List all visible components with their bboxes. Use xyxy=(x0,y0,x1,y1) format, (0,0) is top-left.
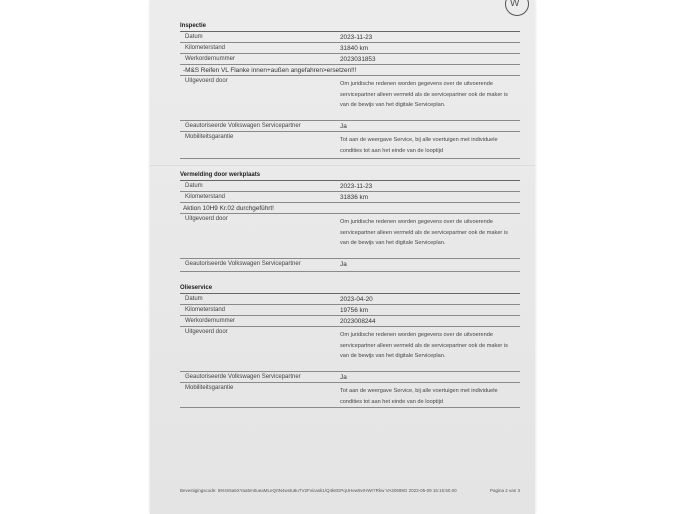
row-kilometerstand xyxy=(180,305,520,316)
row-servicepartner xyxy=(180,121,520,132)
label-uitgevoerd-door: Uitgevoerd door xyxy=(185,329,228,335)
value-kilometerstand: 19756 km xyxy=(340,307,369,314)
value-mobiliteitsgarantie: Tot aan de weergave Service, bij alle voertuigen met individuele condities tot aan het einde van de looptijd xyxy=(340,137,498,154)
row-mobiliteitsgarantie xyxy=(180,132,520,159)
label-datum: Datum xyxy=(185,183,203,189)
label-werkordernummer: Werkordernummer xyxy=(185,56,235,62)
value-uitgevoerd-door: Om juridische redenen worden gegevens over de uitvoerende servicepartner alleen vermeld als de servicepartner ook de maker is van de bewijs van het digitale Serviceplan. xyxy=(340,81,508,108)
document-page xyxy=(150,0,535,514)
value-datum: 2023-04-20 xyxy=(340,296,373,303)
label-kilometerstand: Kilometerstand xyxy=(185,194,226,200)
row-uitgevoerd-door xyxy=(180,76,520,121)
volkswagen-logo-icon xyxy=(505,0,529,16)
label-datum: Datum xyxy=(185,34,203,40)
label-uitgevoerd-door: Uitgevoerd door xyxy=(185,78,228,84)
value-mobiliteitsgarantie: Tot aan de weergave Service, bij alle voertuigen met individuele condities tot aan het einde van de looptijd xyxy=(340,388,498,405)
row-mobiliteitsgarantie xyxy=(180,383,520,408)
document-footer xyxy=(180,488,520,493)
value-kilometerstand: 31836 km xyxy=(340,194,369,201)
value-servicepartner: Ja xyxy=(340,374,347,381)
paper-fold xyxy=(150,165,535,166)
section-title: Olieservice xyxy=(180,284,520,294)
row-kilometerstand xyxy=(180,192,520,203)
row-datum xyxy=(180,32,520,43)
row-uitgevoerd-door xyxy=(180,214,520,259)
label-werkordernummer: Werkordernummer xyxy=(185,318,235,324)
value-uitgevoerd-door: Om juridische redenen worden gegevens over de uitvoerende servicepartner alleen vermeld als de servicepartner ook de maker is van de bewijs van het digitale Serviceplan. xyxy=(340,219,508,246)
label-kilometerstand: Kilometerstand xyxy=(185,45,226,51)
page-number: Pagina 2 van 3 xyxy=(489,488,520,493)
label-mobiliteitsgarantie: Mobiliteitsgarantie xyxy=(185,385,234,391)
row-datum xyxy=(180,181,520,192)
label-servicepartner: Geautoriseerde Volkswagen Servicepartner xyxy=(185,374,301,380)
value-werkordernummer: 2023031853 xyxy=(340,56,376,63)
row-note xyxy=(180,65,520,76)
value-werkordernummer: 2023008244 xyxy=(340,318,376,325)
row-note xyxy=(180,203,520,214)
label-kilometerstand: Kilometerstand xyxy=(185,307,226,313)
value-datum: 2023-11-23 xyxy=(340,183,373,190)
label-servicepartner: Geautoriseerde Volkswagen Servicepartner xyxy=(185,261,301,267)
label-mobiliteitsgarantie: Mobiliteitsgarantie xyxy=(185,134,234,140)
value-servicepartner: Ja xyxy=(340,123,347,130)
workshop-note: Aktion 10H9 Kr.02 durchgeführt! xyxy=(183,205,274,212)
row-datum xyxy=(180,294,520,305)
confirmation-code: Bevestigingscode: 59r4n5a6XYaa5m0ueaMLeQrtN4wstu8uTV2Fvicask1/Q4k8GPqUHew9vrHWr7Rkw VA20698G 2023-05-09 16:15:50.00 xyxy=(180,488,457,493)
label-datum: Datum xyxy=(185,296,203,302)
row-werkordernummer xyxy=(180,54,520,65)
label-servicepartner: Geautoriseerde Volkswagen Servicepartner xyxy=(185,123,301,129)
row-uitgevoerd-door xyxy=(180,327,520,372)
row-werkordernummer xyxy=(180,316,520,327)
section-inspectie xyxy=(180,22,520,159)
row-servicepartner xyxy=(180,372,520,383)
row-servicepartner xyxy=(180,259,520,272)
section-olieservice xyxy=(180,284,520,408)
label-uitgevoerd-door: Uitgevoerd door xyxy=(185,216,228,222)
row-kilometerstand xyxy=(180,43,520,54)
value-datum: 2023-11-23 xyxy=(340,34,373,41)
section-title: Vermelding door werkplaats xyxy=(180,171,520,181)
section-title: Inspectie xyxy=(180,22,520,32)
value-servicepartner: Ja xyxy=(340,261,347,268)
section-vermelding xyxy=(180,171,520,272)
value-kilometerstand: 31840 km xyxy=(340,45,369,52)
workshop-note: -M&S Reifen VL Flanke innen+außen angefahren>ersetzen!!! xyxy=(183,67,357,74)
value-uitgevoerd-door: Om juridische redenen worden gegevens over de uitvoerende servicepartner alleen vermeld als de servicepartner ook de maker is van de bewijs van het digitale Serviceplan. xyxy=(340,332,508,359)
